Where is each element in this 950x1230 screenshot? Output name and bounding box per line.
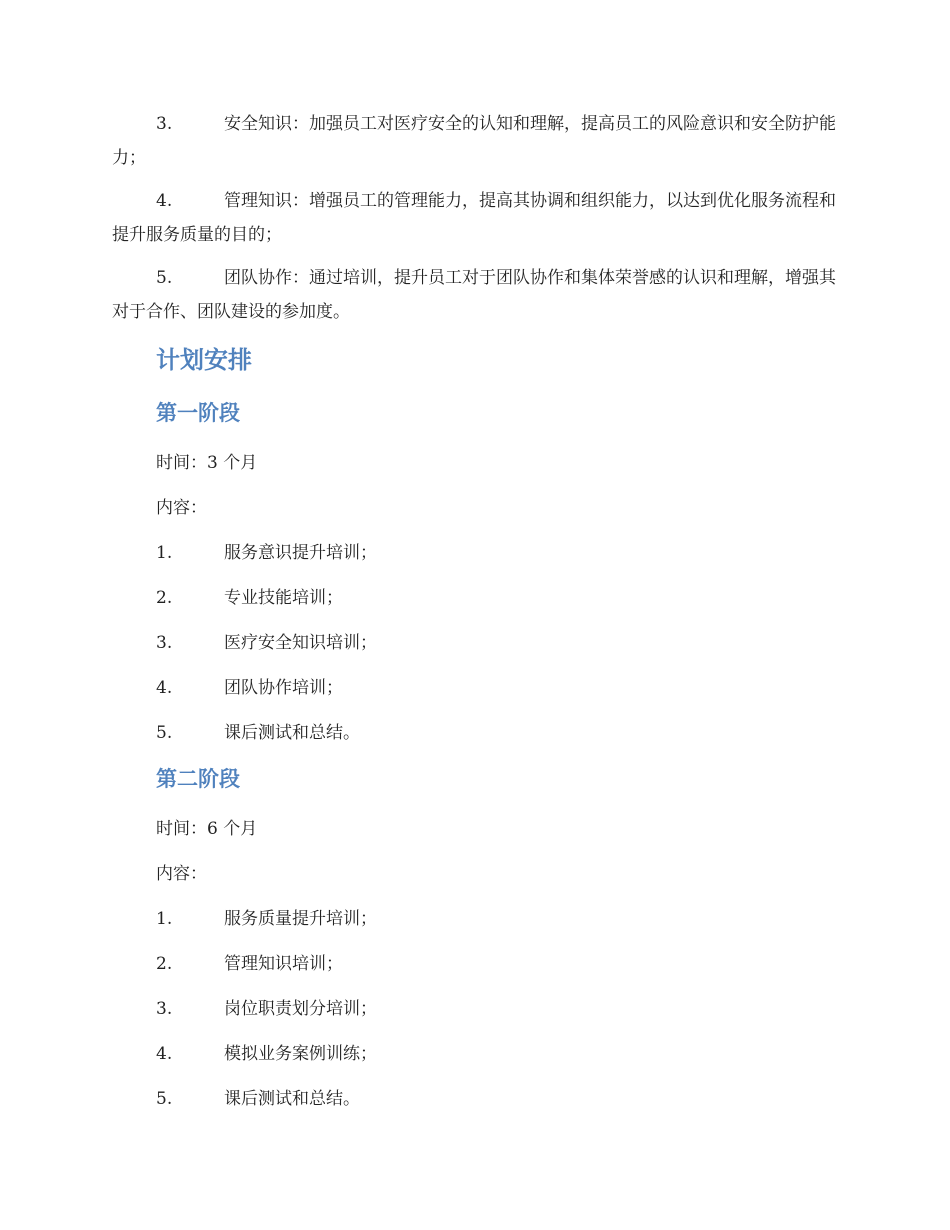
list-item [156,631,377,655]
list-item-text: 团队协作培训； [224,678,343,698]
list-item [156,952,343,976]
list-item [156,676,343,700]
stage2-content-label: 内容： [156,864,207,884]
list-item-text: 岗位职责划分培训； [224,999,377,1019]
list-item [156,997,377,1021]
list-item-text: 团队协作：通过培训，提升员工对于团队协作和集体荣誉感的认识和理解，增强其对于合作、团队建设的参加度。 [112,268,836,322]
stage1-heading: 第一阶段 [156,401,240,425]
list-number: 1. [156,909,173,929]
list-number: 5. [156,268,173,288]
stage2-heading: 第二阶段 [156,767,240,791]
stage2-time: 时间：6 个月 [156,819,258,839]
list-item-text: 管理知识：增强员工的管理能力，提高其协调和组织能力，以达到优化服务流程和提升服务质量的目的； [112,191,836,245]
list-number: 3. [156,999,173,1019]
list-item [156,1042,377,1066]
goal-item-management [112,184,840,252]
list-number: 2. [156,954,173,974]
section-heading-plan: 计划安排 [156,346,252,374]
goal-item-teamwork [112,261,840,329]
list-item-text: 服务意识提升培训； [224,543,377,563]
list-item-text: 服务质量提升培训； [224,909,377,929]
list-item-text: 模拟业务案例训练； [224,1044,377,1064]
list-number: 1. [156,543,173,563]
list-item [156,721,360,745]
list-number: 5. [156,1089,173,1109]
stage1-time: 时间：3 个月 [156,453,258,473]
list-item-text: 课后测试和总结。 [224,723,360,743]
list-number: 2. [156,588,173,608]
goal-item-safety [112,107,840,175]
list-item [156,1087,360,1111]
list-number: 4. [156,191,173,211]
list-item-text: 专业技能培训； [224,588,343,608]
list-number: 3. [156,633,173,653]
stage1-content-label: 内容： [156,498,207,518]
list-number: 4. [156,1044,173,1064]
list-item-text: 安全知识：加强员工对医疗安全的认知和理解，提高员工的风险意识和安全防护能力； [112,114,836,168]
list-item-text: 课后测试和总结。 [224,1089,360,1109]
list-number: 4. [156,678,173,698]
list-item [156,907,377,931]
list-item [156,586,343,610]
list-item [156,541,377,565]
list-item-text: 管理知识培训； [224,954,343,974]
list-item-text: 医疗安全知识培训； [224,633,377,653]
list-number: 5. [156,723,173,743]
list-number: 3. [156,114,173,134]
